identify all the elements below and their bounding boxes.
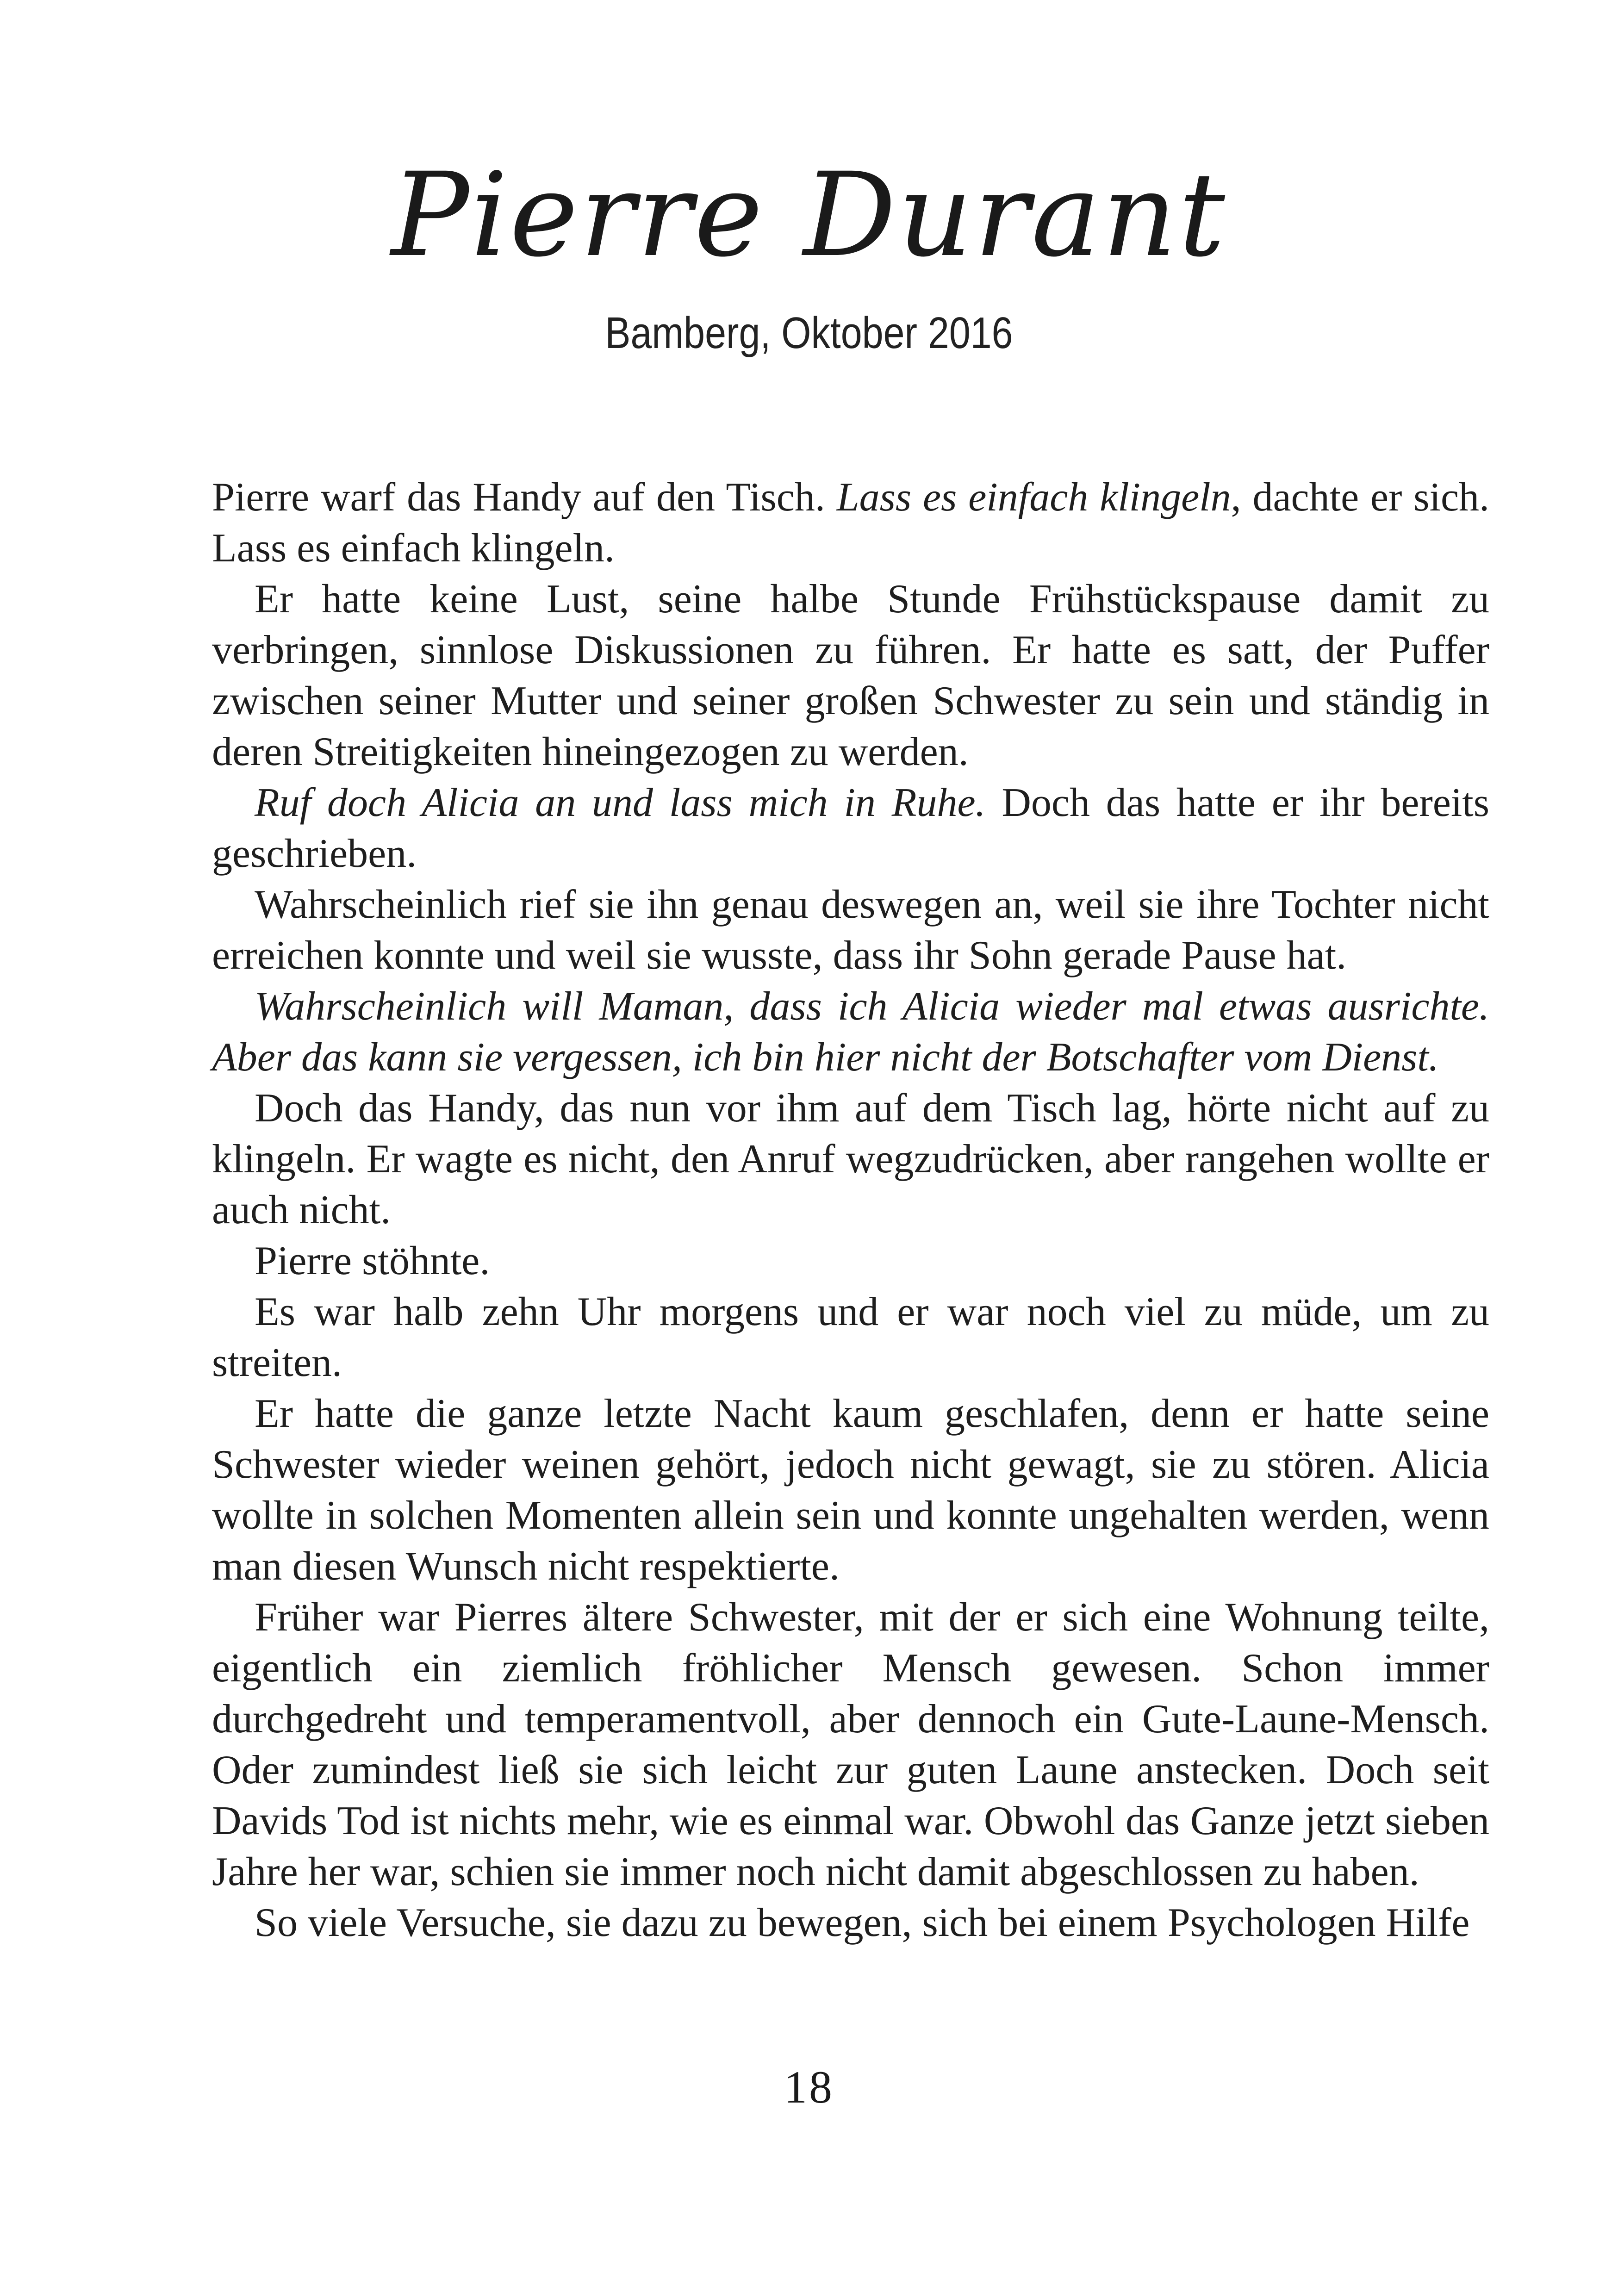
paragraph <box>212 472 1489 574</box>
paragraph <box>212 574 1489 778</box>
paragraph <box>212 778 1489 879</box>
paragraph <box>212 1898 1489 1948</box>
body-text <box>212 472 1489 1948</box>
paragraph <box>212 981 1489 1083</box>
text-segment: So viele Versuche, sie dazu zu bewegen, sich bei einem Psychologen Hilfe <box>255 1900 1470 1945</box>
paragraph <box>212 1287 1489 1388</box>
text-segment: , dachte er sich. Lass es einfach klingeln. <box>212 475 1490 571</box>
italic-text-segment: Lass es einfach klingeln <box>836 475 1231 520</box>
text-segment: Pierre stöhnte. <box>255 1238 490 1283</box>
text-segment: Es war halb zehn Uhr morgens und er war noch viel zu müde, um zu streiten. <box>212 1289 1489 1385</box>
paragraph <box>212 1083 1489 1236</box>
text-segment: Er hatte die ganze letzte Nacht kaum geschlafen, denn er hatte seine Schwester wieder weinen gehört, jedoch nicht gewagt, sie zu stören. Alicia wollte in solchen Momenten allein sein und konnte ungehalten werden, wenn man diesen Wunsch nicht respektierte. <box>212 1391 1489 1589</box>
italic-text-segment: Ruf doch Alicia an und lass mich in Ruhe. <box>255 780 986 825</box>
text-segment: Er hatte keine Lust, seine halbe Stunde Frühstückspause damit zu verbringen, sinnlose Diskussionen zu führen. Er hatte es satt, der Puffer zwischen seiner Mutter und seiner großen Schwester zu sein und ständig in deren Streitigkeiten hineingezogen zu werden. <box>212 577 1489 774</box>
page-number: 18 <box>784 2061 834 2113</box>
paragraph <box>212 879 1489 981</box>
text-segment: Doch das hatte er ihr bereits geschrieben. <box>212 780 1489 876</box>
text-segment: Doch das Handy, das nun vor ihm auf dem Tisch lag, hörte nicht auf zu klingeln. Er wagte es nicht, den Anruf wegzudrücken, aber rangehen wollte er auch nicht. <box>212 1086 1489 1232</box>
paragraph <box>212 1388 1489 1592</box>
text-segment: Wahrscheinlich rief sie ihn genau deswegen an, weil sie ihre Tochter nicht erreichen konnte und weil sie wusste, dass ihr Sohn gerade Pause hat. <box>212 882 1489 978</box>
text-segment: Pierre warf das Handy auf den Tisch. <box>212 475 837 520</box>
italic-text-segment: Wahrscheinlich will Maman, dass ich Alicia wieder mal etwas ausrichte. Aber das kann sie vergessen, ich bin hier nicht der Botschafter vom Dienst. <box>212 984 1489 1080</box>
text-segment: Früher war Pierres ältere Schwester, mit der er sich eine Wohnung teilte, eigentlich ein ziemlich fröhlicher Mensch gewesen. Schon immer durchgedreht und temperamentvoll, aber dennoch ein Gute-Laune-Mensch. Oder zumindest ließ sie sich leicht zur guten Laune anstecken. Doch seit Davids Tod ist nichts mehr, wie es einmal war. Obwohl das Ganze jetzt sieben Jahre her war, schien sie immer noch nicht damit abgeschlossen zu haben. <box>212 1595 1489 1894</box>
chapter-subtitle: Bamberg, Oktober 2016 <box>605 308 1013 358</box>
chapter-title: Pierre Durant <box>391 148 1227 282</box>
paragraph <box>212 1592 1489 1898</box>
paragraph <box>212 1236 1489 1287</box>
